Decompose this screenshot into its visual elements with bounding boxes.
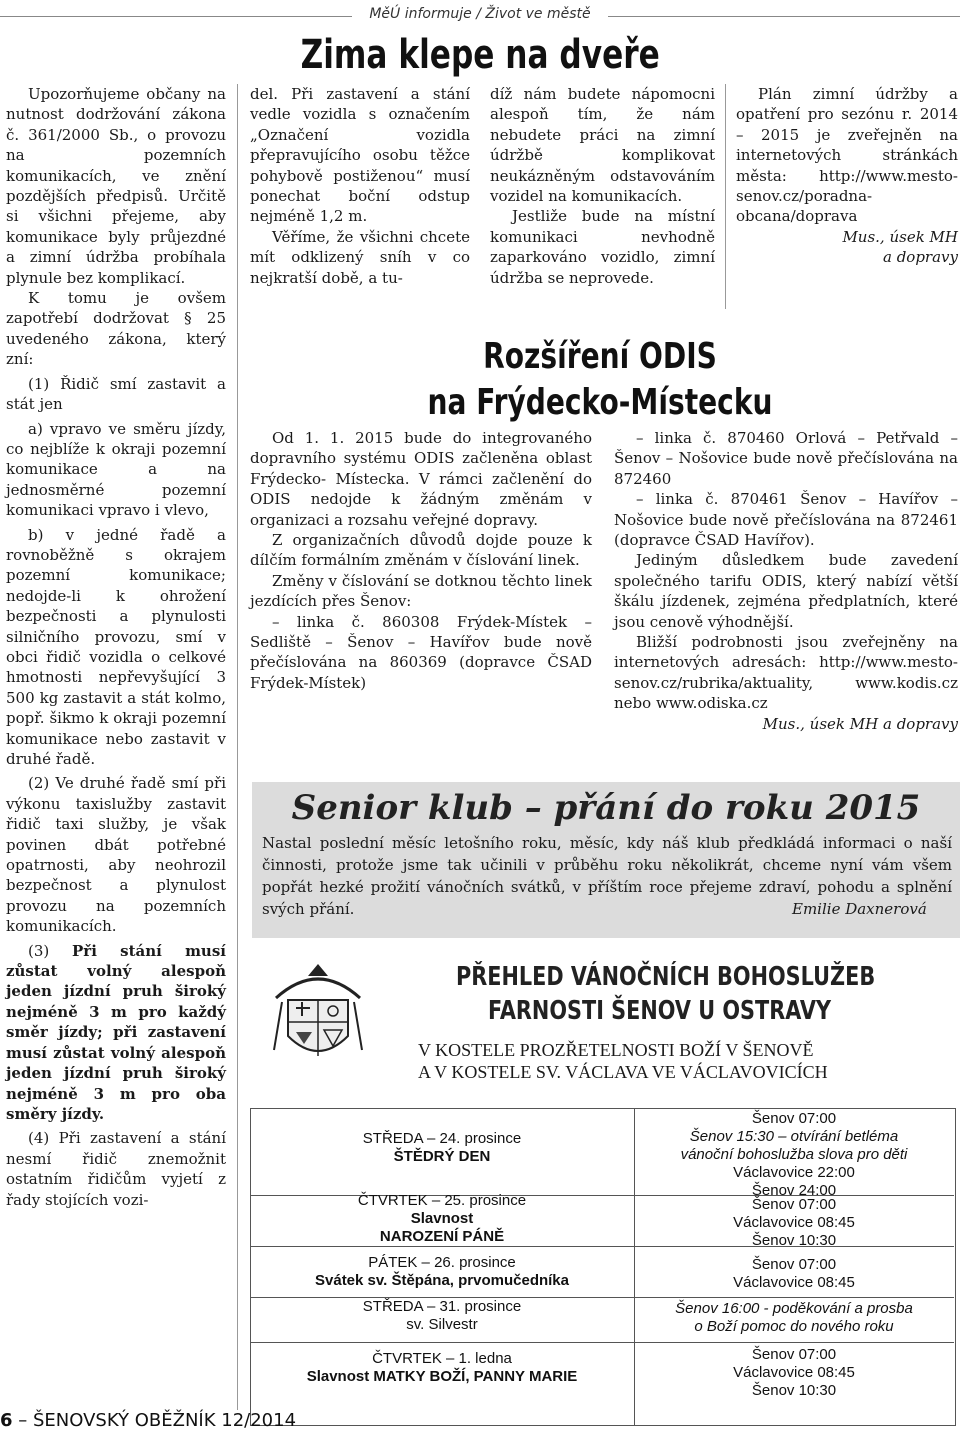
day-3-date: PÁTEK – 26. prosince xyxy=(368,1254,516,1271)
time-3-2: Václavovice 08:45 xyxy=(733,1274,855,1291)
senior-club-title: Senior klub – přání do roku 2015 xyxy=(291,788,921,828)
column-divider-1 xyxy=(237,84,238,1410)
time-5-2: Václavovice 08:45 xyxy=(733,1364,855,1381)
odis-r2: – linka č. 870461 Šenov – Havířov – Nošovice bude nově přečíslována na 872461 (dopravce ČSAD Havířov). xyxy=(614,490,958,550)
services-title-1: PŘEHLED VÁNOČNÍCH BOHOSLUŽEB xyxy=(456,962,876,992)
times-cell-5 xyxy=(634,1346,954,1400)
day-cell-4 xyxy=(250,1298,634,1334)
left-p3: (1) Řidič smí zastavit a stát jen xyxy=(6,374,226,414)
left-column xyxy=(6,84,226,1210)
time-5-1: Šenov 07:00 xyxy=(751,1346,837,1363)
left-p4: a) vpravo ve směru jízdy, co nejblíže k okraji pozemní komunikace a na jednosměrné pozemní komunikaci vpravo i vlevo, xyxy=(6,419,226,520)
col2-p1: del. Při zastavení a stání vedle vozidla s označením „Označení vozidla přepravujícího osobu těžce pohybově postiženou“ musí ponechat boční odstup nejméně 1,2 m. xyxy=(250,85,470,226)
left-p8: (4) Při zastavení a stání nesmí řidič znemožnit ostatním řidičům vyjetí z řady stojících vozi- xyxy=(6,1129,226,1209)
odis-right-col xyxy=(614,428,958,734)
day-2-name: NAROZENÍ PÁNĚ xyxy=(379,1228,505,1245)
col4-sig1: Mus., úsek MH xyxy=(842,227,958,246)
day-2-label: Slavnost xyxy=(410,1210,474,1227)
senior-club-box xyxy=(252,782,960,938)
parish-crest xyxy=(268,958,368,1073)
odis-signature: Mus., úsek MH a dopravy xyxy=(762,714,958,733)
day-1-name: ŠTĚDRÝ DEN xyxy=(393,1148,491,1165)
day-1-date: STŘEDA – 24. prosince xyxy=(362,1130,522,1147)
odis-r3: Jediným důsledkem bude zavedení společného tarifu ODIS, který nabízí větší škálu jízdenek, zejména předplatních, které jsou cenově výhodnější. xyxy=(614,551,958,631)
column-divider-2 xyxy=(725,84,726,309)
footer-dash: – xyxy=(18,1410,33,1431)
day-4-date: STŘEDA – 31. prosince xyxy=(362,1298,522,1315)
odis-l4: – linka č. 860308 Frýdek-Místek – Sedliště – Šenov – Havířov bude nově přečíslována na 860369 (dopravce ČSAD Frýdek-Místek) xyxy=(250,612,592,692)
page-number: 6 xyxy=(0,1410,13,1431)
left-p7-num: (3) xyxy=(28,941,50,960)
top-col-3 xyxy=(490,84,715,288)
times-cell-3 xyxy=(634,1256,954,1292)
day-5-date: ČTVRTEK – 1. ledna xyxy=(372,1350,512,1367)
publication-name: ŠENOVSKÝ OBĚŽNÍK 12/2014 xyxy=(33,1410,297,1431)
time-2-1: Šenov 07:00 xyxy=(751,1196,837,1213)
col4-p1: Plán zimní údržby a opatření pro sezónu r. 2014 – 2015 je zveřejněn na internetových stránkách města: http://www.mesto-senov.cz/poradna-obcana/doprava xyxy=(736,85,958,226)
time-4-1: Šenov 16:00 - poděkování a prosba xyxy=(675,1300,913,1317)
header-rule-left xyxy=(0,16,352,17)
time-1-2: Šenov 15:30 – otvírání betléma xyxy=(689,1128,899,1145)
day-2-date: ČTVRTEK – 25. prosince xyxy=(357,1192,527,1209)
day-cell-5 xyxy=(250,1350,634,1386)
times-cell-1 xyxy=(634,1110,954,1200)
left-p7-bold: Při stání musí zůstat volný alespoň jeden jízdní pruh široký nejméně 3 m pro každý směr jízdy; při zastavení musí zůstat volný alespoň jeden jízdní pruh široký nejméně 3 m pro oba směry jízdy. xyxy=(6,941,226,1123)
odis-l2: Z organizačních důvodů dojde pouze k dílčím formálním změnám v číslování linek. xyxy=(250,531,592,570)
day-4-name: sv. Silvestr xyxy=(406,1316,478,1333)
services-subtitle-1: V KOSTELE PROZŘETELNOSTI BOŽÍ V ŠENOVĚ xyxy=(418,1040,814,1060)
senior-club-text: Nastal poslední měsíc letošního roku, měsíc, kdy náš klub předkládá informaci o naší činnosti, protože jsme tak učinili v průběhu roku několikrát, chceme nyní vám všem popřát hezké prožití vánočních svátků, v příštím roce přejeme zdraví, pohodu a splnění svých přání. xyxy=(262,834,952,918)
odis-l1: Od 1. 1. 2015 bude do integrovaného dopravního systému ODIS začleněna oblast Frýdecko- Místecka. V rámci začlenění do ODIS nedojde k žádným změnám v organizaci a rozsahu veřejné dopravy. xyxy=(250,429,592,529)
col4-sig2: a dopravy xyxy=(882,248,958,267)
left-p7 xyxy=(6,941,226,1125)
time-1-4: Václavovice 22:00 xyxy=(733,1164,855,1181)
schedule-row-divider-4 xyxy=(250,1342,954,1343)
time-1-3: vánoční bohoslužba slova pro děti xyxy=(680,1146,908,1163)
left-p2: K tomu je ovšem zapotřebí dodržovat § 25 uvedeného zákona, který zní: xyxy=(6,289,226,369)
time-1-5: Šenov 24:00 xyxy=(751,1182,837,1199)
odis-title-1: Rozšíření ODIS xyxy=(483,336,717,377)
senior-club-signature: Emilie Daxnerová xyxy=(792,900,927,918)
section-topic: MěÚ informuje / Život ve městě xyxy=(369,6,591,22)
odis-title-2: na Frýdecko-Místecku xyxy=(427,382,773,423)
col3-p2: Jestliže bude na místní komunikaci nevhodně zaparkováno vozidlo, zimní údržba se neprovede. xyxy=(490,207,715,287)
time-1-1: Šenov 07:00 xyxy=(751,1110,837,1127)
left-p5: b) v jedné řadě a rovnoběžně s okrajem pozemní komunikace; nedojde-li k ohrožení bezpečnosti a plynulosti silničního provozu, smí v obci řidič vozidla o celkové hmotnosti nepřevyšující 3 500 kg zastavit a stát kolmo, popř. šikmo k okraji pozemní komunikace nebo zastavit v druhé řadě. xyxy=(6,525,226,768)
top-col-2 xyxy=(250,84,470,288)
parish-coat-of-arms-icon xyxy=(268,958,368,1073)
day-cell-1 xyxy=(250,1130,634,1166)
article-title: Zima klepe na dveře xyxy=(300,32,660,78)
odis-l3: Změny v číslování se dotknou těchto linek jezdících přes Šenov: xyxy=(250,571,592,611)
day-cell-2 xyxy=(250,1192,634,1246)
odis-r1: – linka č. 870460 Orlová – Petřvald – Šenov – Nošovice bude nově přečíslována na 872460 xyxy=(614,429,958,488)
time-4-2: o Boží pomoc do nového roku xyxy=(694,1318,894,1335)
time-2-2: Václavovice 08:45 xyxy=(733,1214,855,1231)
services-title-2: FARNOSTI ŠENOV U OSTRAVY xyxy=(488,996,832,1026)
header-rule-right xyxy=(608,16,960,17)
time-3-1: Šenov 07:00 xyxy=(751,1256,837,1273)
top-col-4 xyxy=(736,84,958,268)
day-5-name: Slavnost MATKY BOŽÍ, PANNY MARIE xyxy=(306,1368,578,1385)
senior-club-text-wrap xyxy=(262,832,952,920)
page-footer xyxy=(0,1410,296,1431)
left-p6: (2) Ve druhé řadě smí při výkonu taxislužby zastavit řidič taxi služby, je však povinen dbát potřebné opatrnosti, aby neohrozil bezpečnost a plynulost provozu na pozemních komunikacích. xyxy=(6,774,226,936)
odis-r4: Bližší podrobnosti jsou zveřejněny na internetových adresách: http://www.mesto-senov.cz/rubrika/aktuality, www.kodis.cz nebo www.odiska.cz xyxy=(614,633,958,713)
col2-p2: Věříme, že všichni chcete mít odklizený sníh v co nejkratší době, a tu- xyxy=(250,227,470,287)
col3-p1: díž nám budete nápomocni alespoň tím, že nám nebudete práci na zimní údržbě komplikovat neukázněným odstavováním vozidel na komunikacích. xyxy=(490,85,715,206)
time-5-3: Šenov 10:30 xyxy=(751,1382,837,1399)
services-subtitle-2: A V KOSTELE SV. VÁCLAVA VE VÁCLAVOVICÍCH xyxy=(418,1062,828,1082)
left-p1: Upozorňujeme občany na nutnost dodržování zákona č. 361/2000 Sb., o provozu na pozemních komunikacích, ve znění pozdějších předpisů. Určitě si všichni přejeme, aby komunikace byly průjezdné a zimní údržba probíhala plynule bez komplikací. xyxy=(6,85,226,287)
times-cell-2 xyxy=(634,1196,954,1250)
odis-left-col xyxy=(250,428,592,693)
time-2-3: Šenov 10:30 xyxy=(751,1232,837,1249)
day-cell-3 xyxy=(250,1254,634,1290)
day-3-name: Svátek sv. Štěpána, prvomučedníka xyxy=(315,1272,569,1289)
times-cell-4 xyxy=(634,1300,954,1336)
